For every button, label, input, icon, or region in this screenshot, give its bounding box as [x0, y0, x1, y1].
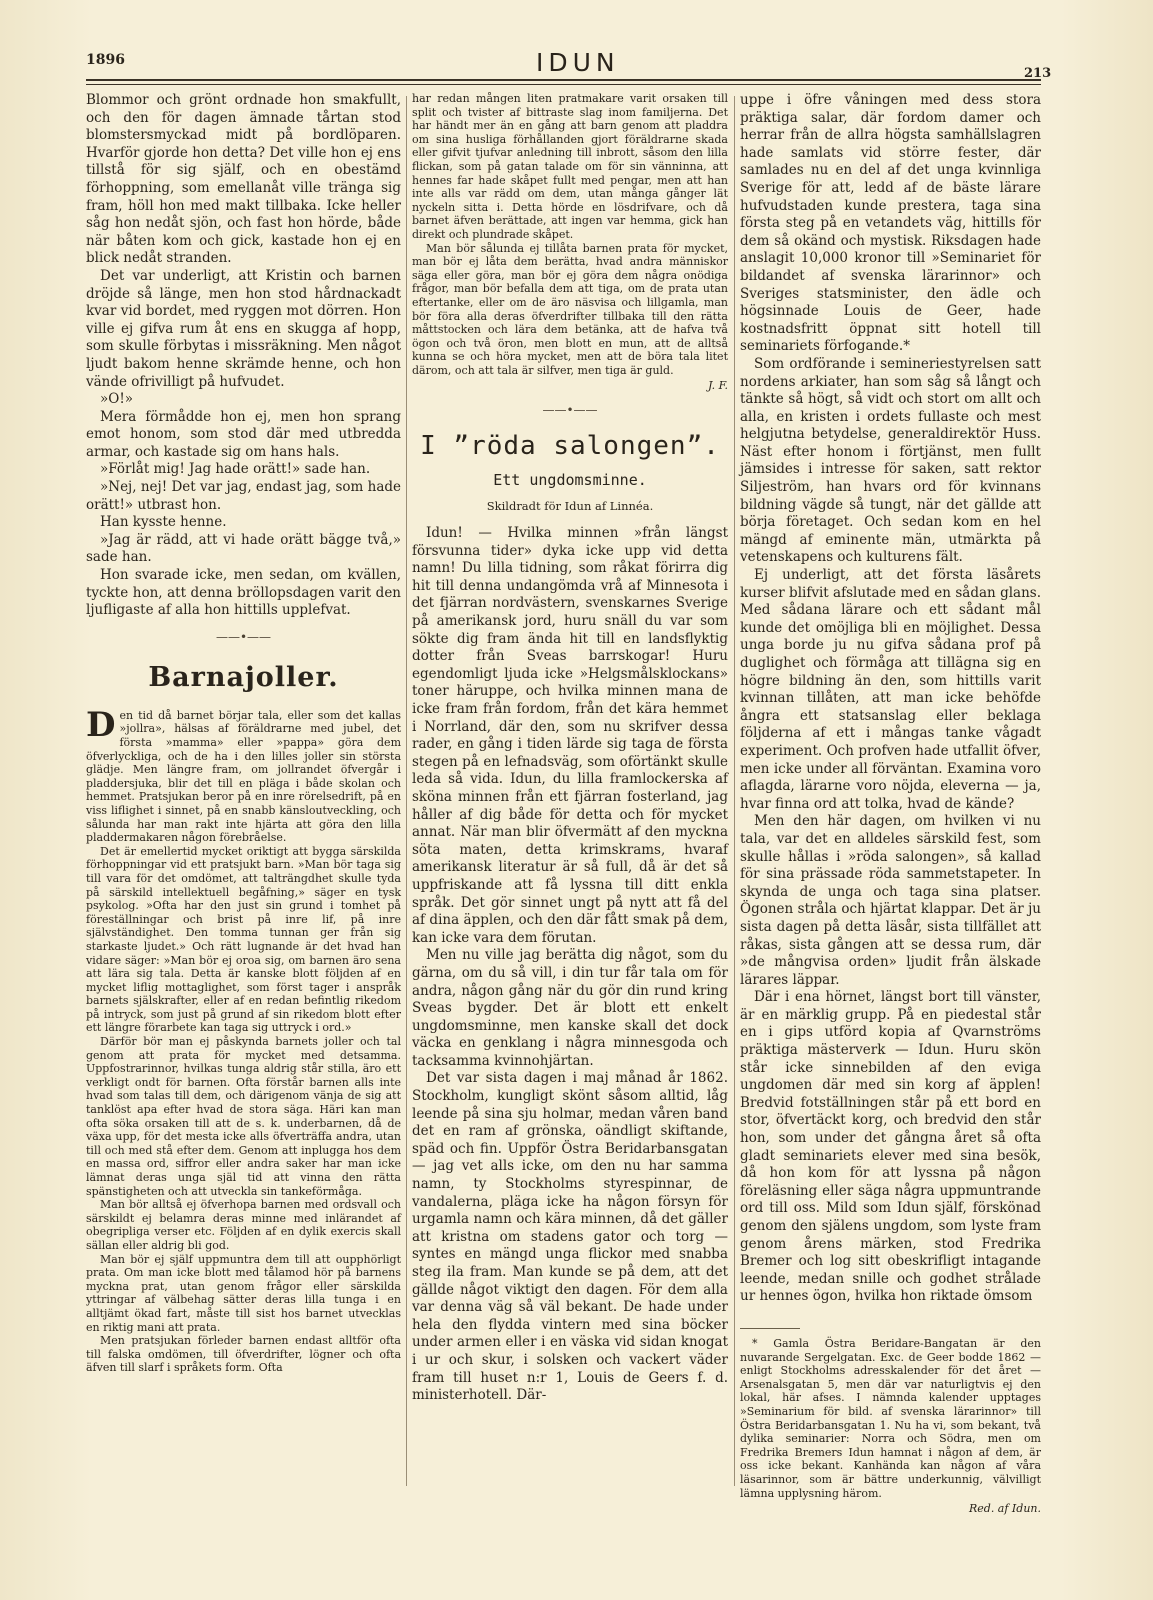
drop-cap: D [86, 704, 116, 745]
footnote-rule [740, 1328, 800, 1329]
paragraph: Man bör sålunda ej tillåta barnen prata för mycket, man bör ej låta dem berätta, hvad andra människor säga eller göra, man bör ej göra dem några onödiga frågor, man bör befalla dem att tiga, om de prata utan eftertanke, eller om de äro näsvisa och lillgamla, man bör föra alla deras öfverdrifter tillbaka till den rätta måttstocken och lära dem betänka, att de hafva två ögon och två öron, men blott en mun, att de alltså kunna se och höra mycket, men att de böra tala litet därom, och att tala är silfver, men tiga är guld. [412, 241, 728, 377]
paragraph: »Jag är rädd, att vi hade orätt bägge två,» sade han. [86, 531, 401, 566]
footnote [740, 1337, 1041, 1516]
paragraph: Därför bör man ej påskynda barnets joller och tal genom att prata för mycket med detsamma. Uppfostrarinnor, hvilkas tunga aldrig står stilla, äro ett verkligt ondt för barnen. Ofta förstår barnen alls inte hvad som talas till dem, och därigenom vänja de sig att tanklöst apa efter hvad de stora säga. Häri kan man ofta söka orsaken till att de s. k. underbarnen, då de växa upp, för det mesta icke alls öfverträffa andra, utan till och med stå efter dem. Genom att inplugga hos dem en massa ord, siffror eller andra saker har man icke lämnat deras unga själ tid att vinna den rätta spänstigheten och att utveckla sin tankeförmåga. [86, 1035, 401, 1198]
paragraph: »O!» [100, 391, 134, 408]
paragraph: Man bör ej själf uppmuntra dem till att oupphörligt prata. Om man icke blott med tålamod hör på barnens myckna prat, utan genom frågor eller särskilda yttringar af välbehag sätter deras lilla tunga i en alltjämt ökad fart, måste till sist hos barnet utvecklas en riktig mani att prata. [86, 1252, 401, 1334]
story-ending [86, 92, 401, 620]
article-byline: Skildradt för Idun af Linnéa. [486, 499, 654, 514]
footnote-signature: Red. af Idun. [968, 1502, 1041, 1516]
paragraph: »Förlåt mig! Jag hade orätt!» sade han. [100, 461, 371, 478]
column-divider [406, 96, 407, 1486]
paragraph: Han kysste henne. [100, 514, 227, 531]
author-signature: J. F. [708, 379, 728, 393]
paragraph: uppe i öfre våningen med dess stora präktiga salar, där fordom damer och herrar från de allra högsta samhällslagren hade samlats vid större fester, där samlades nu en del af det unga kvinnliga Sverige för att, ledd af de bäste lärare hufvudstaden kunde prestera, taga sina första steg på en vetandets väg, hittills för dem så okänd och mystisk. Riksdagen hade anslagit 10,000 kronor till »Seminariet för bildandet af svenska lärarinnor» och Sveriges statsminister, den ädle och högsinnade Louis de Geer, hade kostnadsfritt öppnat sitt hotell till seminariets förfogande.* [740, 92, 1041, 355]
section-ornament: ——•—— [542, 403, 598, 418]
column-2 [412, 92, 728, 1497]
paragraph: Men den här dagen, om hvilken vi nu tala, var det en alldeles särskild fest, som skulle hållas i »röda salongen», så kallad för sina prässade röda sammetstapeter. In skynda de unga och taga sina platser. Ögonen stråla och hjärtat klappar. Det är ju sista dagen på detta läsår, sista tillfället att råkas, sista gången att se dessa rum, där »de mångvisa orden» ljudit från älskade lärares läppar. [740, 813, 1041, 988]
paragraph: Men pratsjukan förleder barnen endast alltför ofta till falska omdömen, till öfverdrifter, lögner och ofta äfven till slarf i språkets form. Ofta [86, 1334, 401, 1375]
paragraph: Det är emellertid mycket oriktigt att bygga särskilda förhoppningar vid ett pratsjukt barn. »Man bör taga sig till vara för det omdömet, att talträngdhet skulle tyda på särskild intellektuell begåfning,» säger en tysk psykolog. »Ofta har den just sin grund i tomhet på föreställningar och brist på inre lif, på inre självständighet. Den tomma tunnan ger från sig starkaste ljudet.» Och rätt lugnande är det hvad han vidare säger: »Man bör ej oroa sig, om barnen äro sena att lära sig tala. Detta är kanske blott följden af en mycket liflig mottaglighet, som först tager i anspråk barnets själskrafter, eller af en redan befintlig rikedom på intryck, som just på grund af sin rikedom blott efter ett längre förarbete kan taga sig uttryck i ord.» [86, 844, 401, 1035]
column-divider [734, 96, 735, 1486]
paragraph: en tid då barnet börjar tala, eller som det kallas »jollra», hälsas af föräldrarne med jubel, det första »mamma» eller »pappa» göra dem öfverlyckliga, och de ha i den lilles joller sin största glädje. Men längre fram, om jollrandet öfvergår i pladdersjuka, blir det till en pläga i både skolan och hemmet. Pratsjukan beror på en inre rörelsedrift, på en viss liflighet i sinnet, på en snabb känsloutveckling, och sålunda har man rakt inte hjärta att göra den lilla pladdermakaren någon förebråelse. [86, 708, 401, 845]
paragraph: Där i ena hörnet, längst bort till vänster, är en märklig grupp. På en piedestal står en i gips utförd kopia af Qvarnströms präktiga mästerverk — Idun. Huru skön står icke sinnebilden af den eviga ungdomen där med sin korg af äpplen! Bredvid fotställningen står på ett bord en stor, öfvertäckt korg, och bredvid den står hon, som under det gångna året så ofta gladt seminariets elever med sina besök, då hon kom för att lyssna på någon föreläsning eller säga några uppmuntrande ord till oss. Mild som Idun själf, förskönad genom den själens ungdom, som lyste fram genom årens märken, stod Fredrika Bremer och log sitt obeskrifligt intagande leende, medan snille och godhet strålade ur hennes ögon, hvilka hon riktade ömsom [740, 989, 1041, 1305]
paragraph: har redan mången liten pratmakare varit orsaken till split och tvister af bittraste slag inom familjerna. Det har händt mer än en gång att barn genom att pladdra om sina husliga förhållanden gjort föräldrarne skada eller gifvit tjufvar anledning till inbrott, såsom den lilla flickan, som på gatan talade om för sin vänninna, att hennes far hade skåpet fullt med pengar, men att han inte alls var rädd om dem, utan många gånger lät nyckeln sitta i. Detta hörde en lösdrifvare, och då barnet äfven berättade, att ingen var hemma, gick han direkt och plundrade skåpet. [412, 92, 728, 241]
paragraph: Hon svarade icke, men sedan, om kvällen, tyckte hon, att denna bröllopsdagen varit den ljufligaste af alla hon hittills upplefvat. [86, 567, 401, 619]
paragraph: »Nej, nej! Det var jag, endast jag, som hade orätt!» utbrast hon. [86, 479, 401, 513]
masthead-title: IDUN [536, 48, 620, 77]
article-roda-salongen-continued [740, 92, 1041, 1306]
paragraph: Ej underligt, att det första läsårets kurser blifvit afslutade med en sådan glans. Med sådana lärare och ett sådant mål kunde det omöjliga bli en möjlighet. Dessa unga borde ju nu gifva sådana prof på duglighet och förmåga att tillägna sig en högre bildning än den, som hittills varit kvinnan tillåten, att man icke behöfde ångra ett statsanslag eller beklaga följderna af ett i mångas tanke vågadt experiment. Och profven hade utfallit öfver, men icke under all förväntan. Examina voro aflagda, lärarne voro nöjda, eleverna — ja, hvar finna ord att tolka, hvad de kände? [740, 567, 1041, 812]
article-barnajoller-continued [412, 92, 728, 393]
paragraph: Blommor och grönt ordnade hon smakfullt, och den för dagen ämnade tårtan stod blomstersmyckad midt på bordlöparen. Hvarför gjorde hon detta? Det ville hon ej ens tillstå för sig själf, och en obestämd förhoppning, som emellanåt ville tränga sig fram, höll hon med makt tillbaka. Icke heller såg hon nedåt sjön, och fast hon hörde, både när båten kom och gick, kastade hon ej en blick nedåt stranden. [86, 92, 401, 267]
paragraph: Mera förmådde hon ej, men hon sprang emot honom, som stod där med utbredda armar, och kastade sig om hans hals. [86, 408, 401, 460]
paragraph: Men nu ville jag berätta dig något, som du gärna, om du så vill, i din tur får tala om för andra, någon gång när du gör din rund kring Sveas bygder. Det är blott ett enkelt ungdomsminne, men kanske skall det dock väcka en genklang i några minnesgoda och tacksamma kvinnohjärtan. [412, 947, 728, 1069]
header-year: 1896 [86, 52, 125, 68]
paragraph: Man bör alltså ej öfverhopa barnen med ordsvall och särskildt ej belamra deras minne med inlärandet af obegripliga verser etc. Följden af en dylik exercis skall sällan eller aldrig bli god. [86, 1198, 401, 1252]
paragraph: Det var sista dagen i maj månad år 1862. Stockholm, kungligt skönt såsom alltid, låg leende på sina sju holmar, medan våren band det en ram af grönska, oändligt skiftande, späd och fin. Uppför Östra Beridarbansgatan — jag vet alls icke, om den nu har samma namn, ty Stockholms styrespinnar, de vandalerna, pläga icke ha någon försyn för urgamla namn och kära minnen, då det gäller att kristna om stadens gator och torg — syntes en mängd unga flickor med snabba steg ila fram. Man kunde se på dem, att det gällde något viktigt den dagen. För dem alla var denna väg så väl bekant. De hade under hela den flydda vintern med sina böcker under armen eller i en väska vid sidan knogat i ur och skur, i solsken och vackert väder fram till huset n:r 1, Louis de Geers f. d. ministerhotell. Där- [412, 1070, 728, 1404]
header-rule [86, 79, 1041, 81]
header-rule-thin [86, 84, 1041, 85]
section-ornament: ——•—— [215, 629, 272, 644]
article-barnajoller [86, 704, 401, 1375]
column-3 [740, 92, 1041, 1516]
column-1 [86, 92, 401, 1487]
paragraph: Det var underligt, att Kristin och barnen dröjde så länge, men hon stod hårdnackadt kvar vid bordet, med ryggen mot dörren. Hon ville ej gifva rum åt ens en skugga af hopp, som skulle förbytas i missräkning. Men något ljudt bakom henne skrämde henne, och hon vände ofrivilligt på hufvudet. [86, 267, 401, 390]
article-subtitle: Ett ungdomsminne. [493, 471, 647, 490]
article-roda-salongen [412, 525, 728, 1405]
footnote-text: * Gamla Östra Beridare-Bangatan är den nuvarande Sergelgatan. Exc. de Geer bodde 1862 — enligt Stockholms adresskalender för det året — Arsenalsgatan 5, men där var naturligtvis ej den lokal, här afses. I nämnda kalender upptages »Seminarium för bild. af svenska lärarinnor» till Östra Beridarbansgatan 1. Nu ha vi, som bekant, två dylika seminarier: Norra och Södra, men om Fredrika Bremers Idun hamnat i någon af dem, är oss icke bekant. Kanhända kan någon af våra läsarinnor, som är bättre underkunnig, välvilligt lämna upplysning härom. [740, 1336, 1041, 1500]
article-title-roda-salongen: I ”röda salongen”. [420, 431, 720, 462]
paragraph: Som ordförande i semineriestyrelsen satt nordens arkiater, han som såg så långt och tänkte så högt, så vidt och stort om allt och alla, en kristen i ordets fullaste och mest helgjutna betydelse, generaldirektör Huss. Näst efter honom i förtjänst, men fullt jämsides i intresse för saken, satt rektor Siljeström, han hvars ord för kvinnans bildning vägde så tungt, när det gällde att börja företaget. Och sedan kom en hel mängd af eminente män, utmärkta på vetenskapens och kulturens fält. [740, 355, 1041, 566]
page-number: 213 [1024, 66, 1052, 81]
paragraph: Idun! — Hvilka minnen »från längst försvunna tider» dyka icke upp vid detta namn! Du lilla tidning, som råkat förirra dig hit till denna undangömda vrå af Minnesota i det fjärran nordvästern, svenskarnes Sverige på amerikansk jord, huru snäll du var som sökte dig fram ända hit till en landsflyktig dotter från Sveas barrskogar! Huru egendomligt ljuda icke »Helgsmålsklockans» toner häruppe, och hvilka minnen mana de icke fram från fordom, från det kära hemmet i Norrland, där den, som nu skrifver dessa rader, en gång i tiden lärde sig taga de första stegen på en lefnadsväg, som oförtänkt skulle leda så vida. Idun, du lilla framlockerska af sköna minnen från ett fjärran fosterland, jag håller af dig både för detta och för mycket annat. När man blir öfvermätt af den myckna söta maten, detta krimskrams, hvaraf amerikansk literatur är så full, då är det så uppfriskande att få lyssna till ditt enkla språk. Det gör sinnet ungt på nytt att få del af dina äpplen, och den där fått smak på dem, kan icke vara dem förutan. [412, 525, 728, 946]
article-title-barnajoller: Barnajoller. [148, 661, 339, 693]
